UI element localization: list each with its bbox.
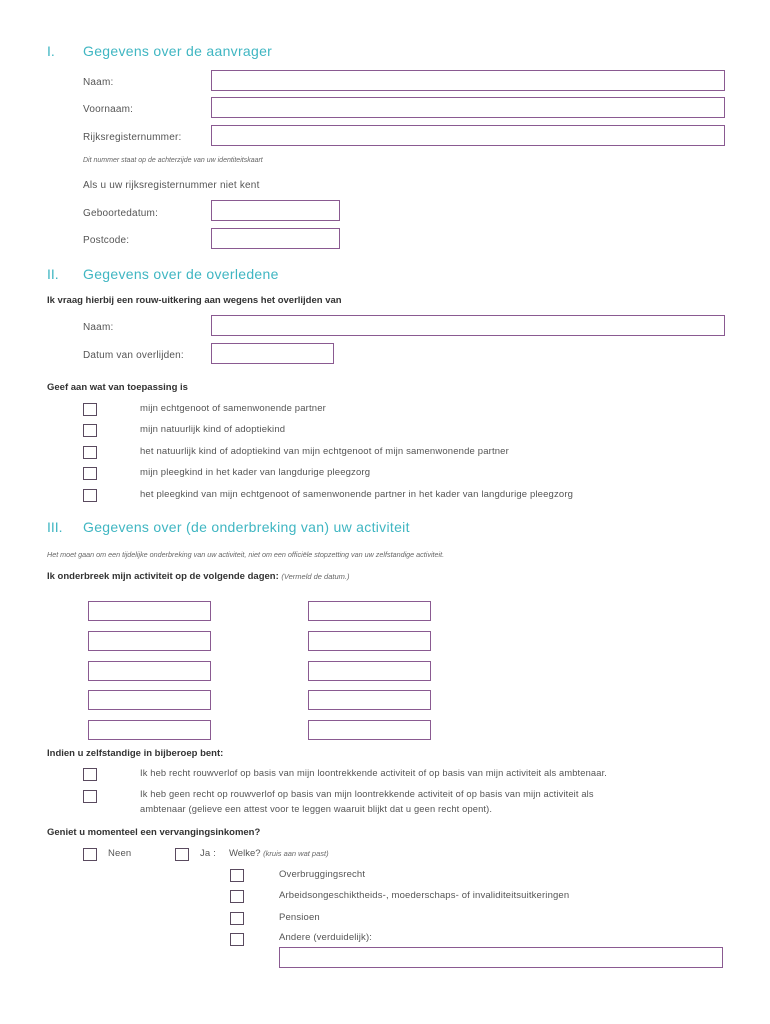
applicant-name-label: Naam:: [83, 77, 114, 88]
date-field[interactable]: [308, 631, 431, 651]
section1-title: Gegevens over de aanvrager: [83, 43, 273, 59]
welke-hint: (kruis aan wat past): [263, 849, 329, 858]
welke-line: [229, 848, 329, 859]
bijberoep-checkbox[interactable]: [83, 790, 97, 803]
income-checkbox[interactable]: [230, 912, 244, 925]
relation-checkbox[interactable]: [83, 489, 97, 502]
relation-option-label: het natuurlijk kind of adoptiekind van mijn echtgenoot of mijn samenwonende partner: [140, 446, 509, 457]
rrn-unknown-label: Als u uw rijksregisternummer niet kent: [83, 180, 260, 191]
other-income-field[interactable]: [279, 947, 723, 968]
date-field[interactable]: [88, 631, 211, 651]
death-date-field[interactable]: [211, 343, 334, 364]
birthdate-field[interactable]: [211, 200, 340, 221]
death-date-label: Datum van overlijden:: [83, 350, 184, 361]
rrn-note: Dit nummer staat op de achterzijde van uw identiteitskaart: [83, 157, 263, 164]
neen-checkbox[interactable]: [83, 848, 97, 861]
applicant-name-field[interactable]: [211, 70, 725, 91]
relation-option-label: mijn natuurlijk kind of adoptiekind: [140, 424, 286, 435]
date-field[interactable]: [88, 720, 211, 740]
date-field[interactable]: [308, 661, 431, 681]
bijberoep-option-1: Ik heb recht rouwverlof op basis van mijn loontrekkende activiteit of op basis van mijn activiteit als ambtenaar.: [140, 768, 608, 778]
date-field[interactable]: [308, 601, 431, 621]
ja-checkbox[interactable]: [175, 848, 189, 861]
relation-option-label: mijn pleegkind in het kader van langdurige pleegzorg: [140, 467, 371, 478]
date-field[interactable]: [88, 601, 211, 621]
interruption-note: Het moet gaan om een tijdelijke onderbreking van uw activiteit, niet om een officiële stopzetting van uw zelfstandige activiteit.: [47, 550, 445, 559]
date-field[interactable]: [308, 690, 431, 710]
income-checkbox[interactable]: [230, 890, 244, 903]
income-option-label: Overbruggingsrecht: [279, 869, 366, 880]
postcode-label: Postcode:: [83, 235, 130, 246]
ja-label: Ja :: [200, 848, 216, 859]
bijberoep-checkbox[interactable]: [83, 768, 97, 781]
income-option-label: Pensioen: [279, 912, 320, 923]
section1-number: I.: [47, 43, 55, 59]
relation-checkbox[interactable]: [83, 467, 97, 480]
welke-label: Welke?: [229, 848, 261, 859]
relation-checkbox[interactable]: [83, 424, 97, 437]
replacement-income-label: Geniet u momenteel een vervangingsinkomen?: [47, 827, 261, 838]
relation-checkbox[interactable]: [83, 403, 97, 416]
section3-number: III.: [47, 519, 63, 535]
interruption-days-hint: (Vermeld de datum.): [281, 572, 350, 581]
applicable-prompt: Geef aan wat van toepassing is: [47, 382, 188, 393]
section3-title: Gegevens over (de onderbreking van) uw activiteit: [83, 519, 410, 535]
interruption-days-line: [47, 571, 349, 582]
income-checkbox[interactable]: [230, 933, 244, 946]
income-option-label: Andere (verduidelijk):: [279, 932, 373, 943]
interruption-days-label: Ik onderbreek mijn activiteit op de volgende dagen:: [47, 571, 279, 582]
date-field[interactable]: [88, 661, 211, 681]
bijberoep-option-2-line1: Ik heb geen recht op rouwverlof op basis van mijn loontrekkende activiteit of op basis van mijn activiteit als: [140, 789, 594, 799]
postcode-field[interactable]: [211, 228, 340, 249]
applicant-firstname-label: Voornaam:: [83, 104, 134, 115]
date-field[interactable]: [88, 690, 211, 710]
income-checkbox[interactable]: [230, 869, 244, 882]
deceased-name-label: Naam:: [83, 322, 114, 333]
relation-option-label: het pleegkind van mijn echtgenoot of samenwonende partner in het kader van langdurige pleegzorg: [140, 489, 574, 500]
applicant-rrn-label: Rijksregisternummer:: [83, 132, 182, 143]
relation-checkbox[interactable]: [83, 446, 97, 459]
date-field[interactable]: [308, 720, 431, 740]
birthdate-label: Geboortedatum:: [83, 208, 159, 219]
section2-number: II.: [47, 266, 59, 282]
applicant-rrn-field[interactable]: [211, 125, 725, 146]
section2-title: Gegevens over de overledene: [83, 266, 279, 282]
neen-label: Neen: [108, 848, 132, 859]
deceased-name-field[interactable]: [211, 315, 725, 336]
bijberoep-label: Indien u zelfstandige in bijberoep bent:: [47, 748, 224, 759]
income-option-label: Arbeidsongeschiktheids-, moederschaps- of invaliditeitsuitkeringen: [279, 890, 570, 901]
deceased-intro: Ik vraag hierbij een rouw-uitkering aan wegens het overlijden van: [47, 295, 342, 306]
bijberoep-option-2-line2: ambtenaar (gelieve een attest voor te leggen waaruit blijkt dat u geen recht opent).: [140, 804, 493, 814]
applicant-firstname-field[interactable]: [211, 97, 725, 118]
relation-option-label: mijn echtgenoot of samenwonende partner: [140, 403, 326, 414]
